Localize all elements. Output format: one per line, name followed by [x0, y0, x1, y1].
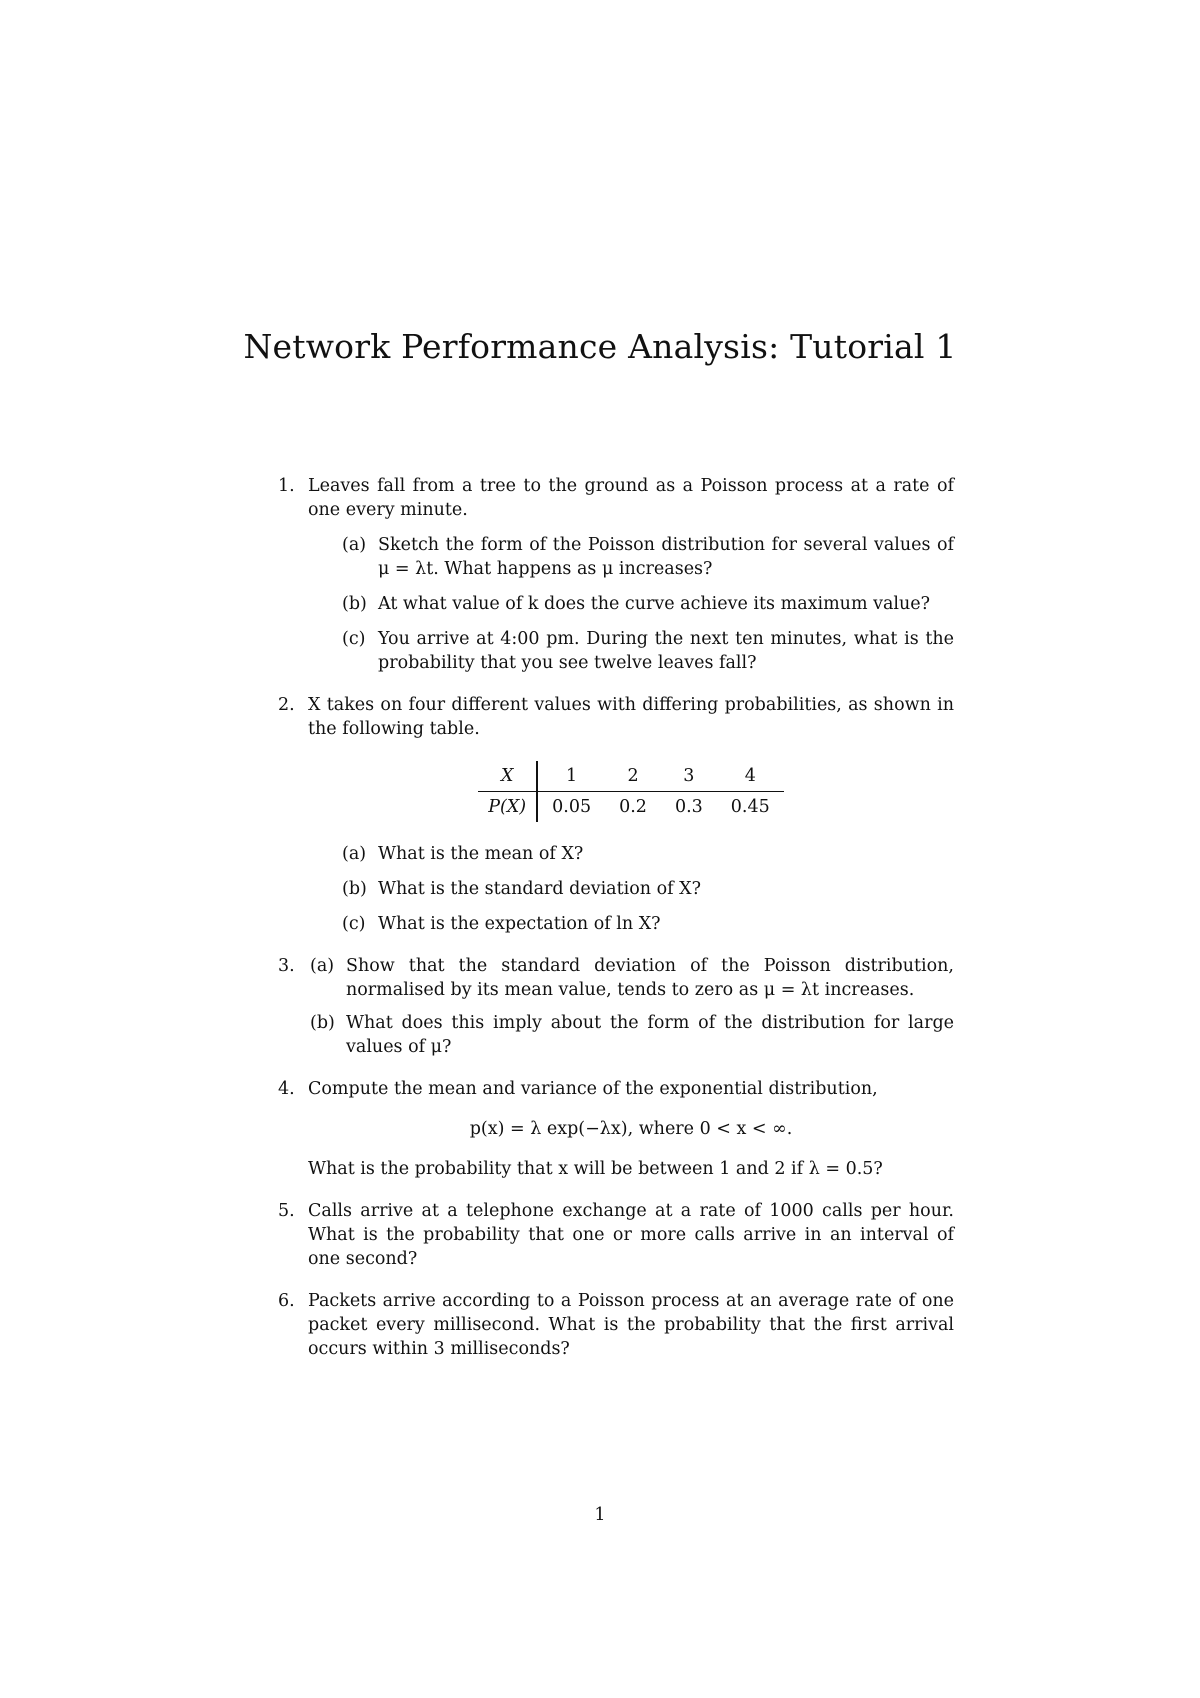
subquestion-text: What is the standard deviation of X? — [378, 879, 702, 899]
probability-table — [478, 761, 784, 822]
table-cell: 1 — [537, 761, 605, 792]
table-cell: 4 — [717, 761, 784, 792]
document-title: Network Performance Analysis: Tutorial 1 — [243, 327, 957, 366]
page-number: 1 — [594, 1505, 606, 1525]
question-1 — [278, 474, 954, 675]
subquestion-2b — [308, 877, 954, 901]
subquestion-text: At what value of k does the curve achieve its maximum value? — [378, 594, 931, 614]
subquestion-label: (b) — [342, 594, 367, 614]
subquestion-3a — [308, 954, 954, 1002]
question-list — [278, 474, 954, 1379]
table-cell: 2 — [605, 761, 661, 792]
subquestion-label: (a) — [342, 844, 367, 864]
subquestion-2c — [308, 912, 954, 936]
subquestion-text: What is the expectation of ln X? — [378, 914, 661, 934]
table-cell: 0.45 — [730, 797, 770, 817]
subquestion-label: (a) — [310, 956, 335, 976]
subquestion-1a — [308, 533, 954, 581]
table-cell: 0.3 — [674, 797, 703, 817]
table-row — [478, 792, 784, 823]
question-4 — [278, 1077, 954, 1181]
question-number: 1. — [278, 476, 295, 496]
question-text: Compute the mean and variance of the exponential distribution, — [308, 1079, 878, 1099]
subquestion-label: (b) — [342, 879, 367, 899]
subquestion-1c — [308, 627, 954, 675]
table-cell: 3 — [661, 761, 717, 792]
question-followup: What is the probability that x will be between 1 and 2 if λ = 0.5? — [308, 1159, 883, 1179]
table-row-header: P(X) — [478, 792, 537, 823]
table-row-header: X — [478, 761, 537, 792]
question-text: X takes on four different values with differing probabilities, as shown in the following table. — [308, 695, 954, 739]
question-number: 6. — [278, 1291, 295, 1311]
subquestion-label: (a) — [342, 535, 367, 555]
subquestion-3b — [308, 1011, 954, 1059]
question-number: 5. — [278, 1201, 295, 1221]
probability-table-wrapper — [308, 761, 954, 822]
subquestion-text: You arrive at 4:00 pm. During the next ten minutes, what is the probability that you see twelve leaves fall? — [378, 629, 954, 673]
question-text: Calls arrive at a telephone exchange at a rate of 1000 calls per hour. What is the probability that one or more calls arrive in an interval of one second? — [308, 1201, 954, 1269]
subquestion-text: Sketch the form of the Poisson distribution for several values of μ = λt. What happens as μ increases? — [378, 535, 954, 579]
subquestion-2a — [308, 842, 954, 866]
subquestion-text: What is the mean of X? — [378, 844, 584, 864]
question-number: 2. — [278, 695, 295, 715]
question-2 — [278, 693, 954, 936]
table-cell: 0.05 — [552, 797, 592, 817]
question-3 — [278, 954, 954, 1059]
subquestion-label: (c) — [342, 914, 366, 934]
subquestion-text: What does this imply about the form of the distribution for large values of μ? — [346, 1013, 954, 1057]
question-number: 3. — [278, 956, 295, 976]
table-row — [478, 761, 784, 792]
question-number: 4. — [278, 1079, 295, 1099]
question-5 — [278, 1199, 954, 1271]
table-cell: 0.2 — [619, 797, 647, 817]
question-6 — [278, 1289, 954, 1361]
question-text: Leaves fall from a tree to the ground as a Poisson process at a rate of one every minute. — [308, 476, 954, 520]
subquestion-text: Show that the standard deviation of the Poisson distribution, normalised by its mean value, tends to zero as μ = λt increases. — [346, 956, 954, 1000]
subquestion-label: (c) — [342, 629, 366, 649]
subquestion-1b — [308, 592, 954, 616]
exponential-formula: p(x) = λ exp(−λx), where 0 < x < ∞. — [469, 1119, 793, 1139]
question-text: Packets arrive according to a Poisson process at an average rate of one packet every millisecond. What is the probability that the first arrival occurs within 3 milliseconds? — [308, 1291, 954, 1359]
subquestion-label: (b) — [310, 1013, 335, 1033]
